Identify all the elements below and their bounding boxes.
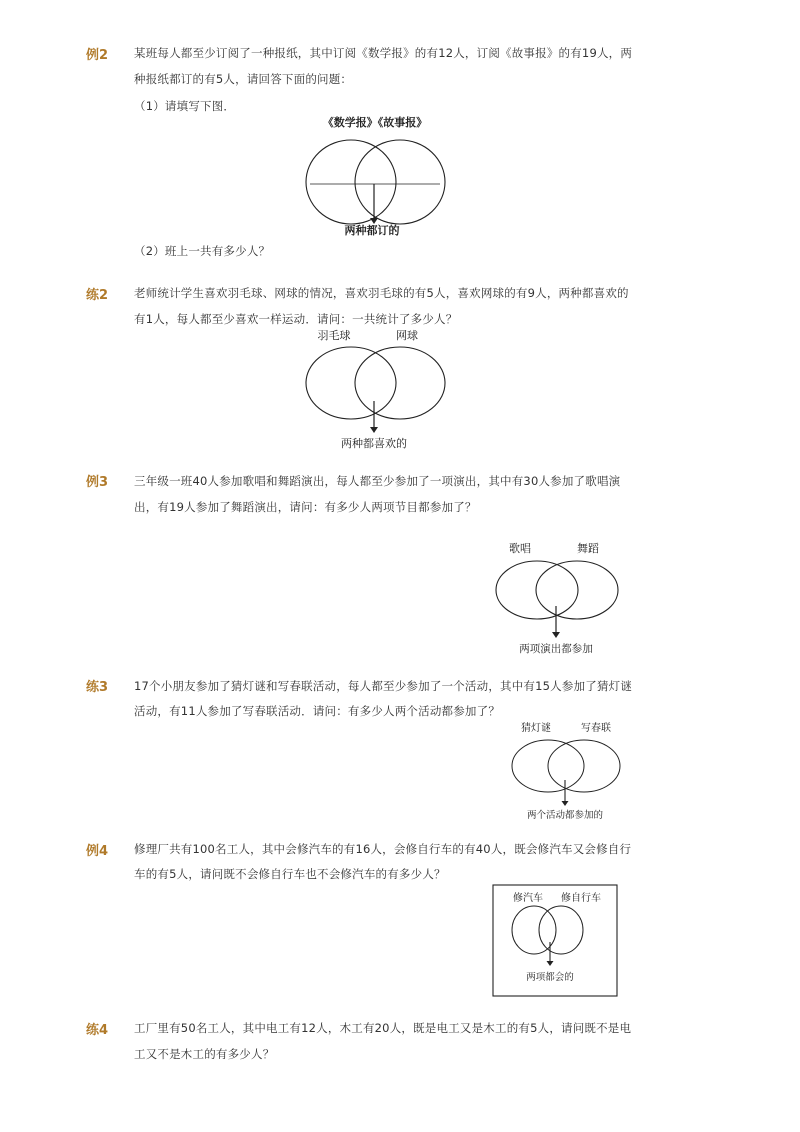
venn-bottom-label: 两项都会的 (526, 972, 574, 983)
practice-tag: 练3 (86, 680, 109, 695)
venn-right-label: 写春联 (581, 723, 611, 734)
example-tag: 例3 (86, 475, 109, 490)
venn-right-circle (355, 347, 445, 419)
problem-text-line: 修理厂共有100名工人，其中会修汽车的有16人，会修自行车的有40人，既会修汽车又会修自行 (134, 842, 632, 856)
problem-text-line: 工厂里有50名工人，其中电工有12人，木工有20人，既是电工又是木工的有5人，请问既不是电 (134, 1021, 632, 1035)
arrow-head (552, 632, 560, 638)
example-tag: 例2 (86, 48, 109, 63)
venn-diagram (300, 112, 450, 240)
venn-right-circle (539, 906, 583, 954)
problem-text-line: 三年级一班40人参加歌唱和舞蹈演出，每人都至少参加了一项演出，其中有30人参加了歌唱演 (134, 474, 621, 488)
venn-bottom-label: 两种都订的 (344, 224, 400, 237)
problem-text-line: 某班每人都至少订阅了一种报纸，其中订阅《数学报》的有12人，订阅《故事报》的有19人，两 (134, 46, 633, 60)
practice-tag: 练4 (86, 1023, 109, 1038)
venn-left-circle (512, 906, 556, 954)
arrow-head (547, 961, 554, 966)
venn-left-label: 修汽车 (513, 893, 543, 904)
arrow-head (370, 427, 378, 433)
problem-text-line: 17个小朋友参加了猜灯谜和写春联活动，每人都至少参加了一个活动，其中有15人参加了猜灯谜 (134, 679, 633, 693)
example-tag: 例4 (86, 844, 109, 859)
venn-diagram (490, 540, 625, 658)
venn-left-label: 猜灯谜 (521, 723, 551, 734)
venn-right-label: 网球 (396, 329, 418, 342)
venn-left-circle (306, 140, 396, 224)
venn-right-circle (536, 561, 618, 619)
venn-diagram (508, 720, 623, 822)
arrow-head (562, 801, 569, 806)
problem-text-line: 出，有19人参加了舞蹈演出，请问：有多少人两项节目都参加了？ (134, 500, 477, 514)
venn-left-label: 羽毛球 (317, 329, 351, 342)
venn-left-label: 歌唱 (509, 542, 531, 555)
venn-bottom-label: 两个活动都参加的 (526, 810, 604, 821)
problem-text-line: 车的有5人，请问既不会修自行车也不会修汽车的有多少人？ (134, 867, 446, 881)
problem-text-line: 种报纸都订的有5人，请回答下面的问题： (134, 72, 353, 86)
problem-text-line: （2）班上一共有多少人？ (134, 244, 271, 258)
venn-bottom-label: 两种都喜欢的 (341, 437, 407, 450)
venn-left-circle (306, 347, 396, 419)
problem-text-line: 有1人，每人都至少喜欢一样运动．请问：一共统计了多少人？ (134, 312, 458, 326)
venn-diagram (492, 884, 619, 998)
venn-right-circle (355, 140, 445, 224)
venn-right-label: 修自行车 (561, 893, 601, 904)
venn-diagram (300, 328, 450, 454)
problem-text-line: 活动，有11人参加了写春联活动．请问：有多少人两个活动都参加了？ (134, 704, 501, 718)
problem-text-line: （1）请填写下图． (134, 99, 236, 113)
problem-text-line: 老师统计学生喜欢羽毛球、网球的情况，喜欢羽毛球的有5人，喜欢网球的有9人，两种都喜欢的 (134, 286, 629, 300)
venn-top-label: 《数学报》《故事报》 (322, 116, 428, 129)
venn-left-circle (496, 561, 578, 619)
venn-right-label: 舞蹈 (577, 542, 599, 555)
venn-bottom-label: 两项演出都参加 (519, 643, 593, 655)
problem-text-line: 工又不是木工的有多少人？ (134, 1047, 275, 1061)
practice-tag: 练2 (86, 288, 109, 303)
